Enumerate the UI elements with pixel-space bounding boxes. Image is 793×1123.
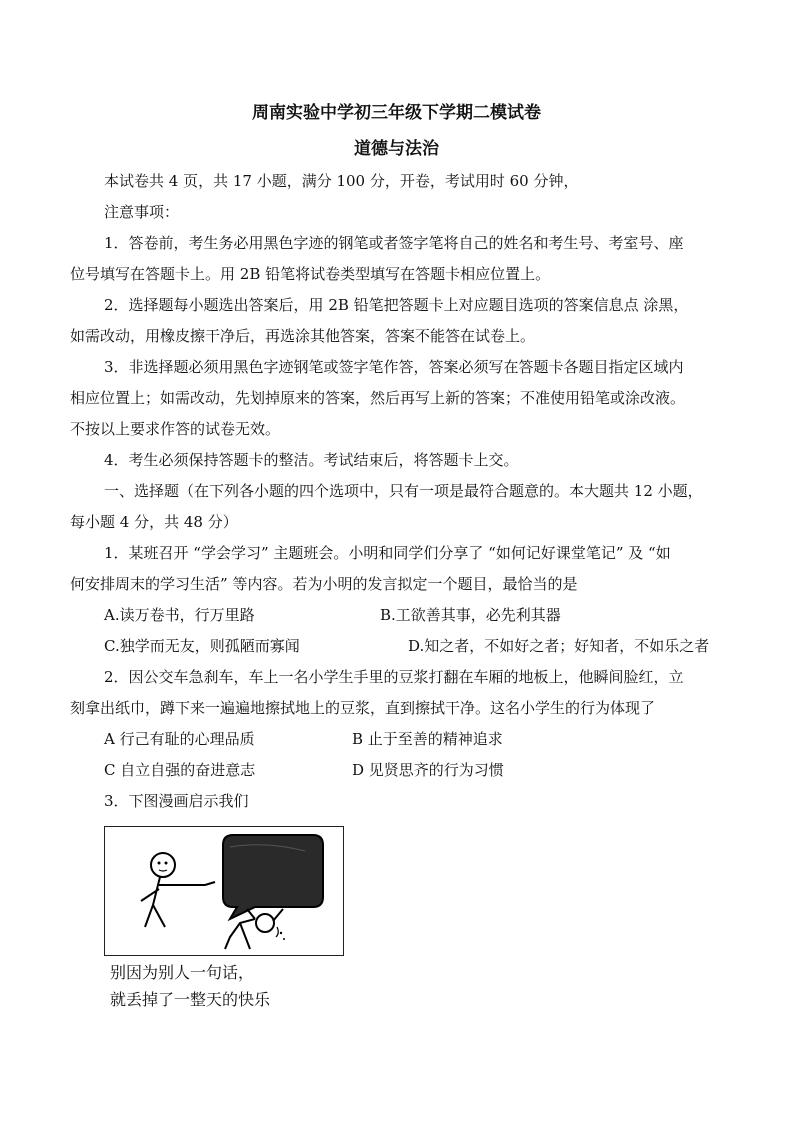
question-1-stem: 1．某班召开 “学会学习” 主题班会。小明和同学们分享了 “如何记好课堂笔记” 及 “如	[104, 544, 671, 562]
question-2-stem: 2．因公交车急刹车，车上一名小学生手里的豆浆打翻在车厢的地板上，他瞬间脸红，立	[104, 668, 684, 686]
exam-subject: 道德与法治	[354, 139, 439, 159]
section-heading-cont: 每小题 4 分，共 48 分）	[70, 513, 238, 531]
q2-option-c: C 自立自强的奋进意志	[104, 761, 256, 779]
cartoon-drawing	[105, 827, 342, 954]
q2-option-d: D 见贤思齐的行为习惯	[352, 761, 504, 779]
question-2-stem-cont: 刻拿出纸巾，蹲下来一遍遍地擦拭地上的豆浆，直到擦拭干净。这名小学生的行为体现了	[70, 699, 656, 717]
exam-title: 周南实验中学初三年级下学期二模试卷	[252, 103, 541, 123]
q1-option-b: B.工欲善其事，必先利其器	[380, 606, 561, 624]
notice-heading: 注意事项：	[104, 203, 180, 221]
section-heading: 一、选择题（在下列各小题的四个选项中，只有一项是最符合题意的。本大题共 12 小题，	[104, 482, 703, 500]
q1-option-d: D.知之者，不如好之者；好知者，不如乐之者	[408, 637, 710, 655]
q1-option-a: A.读万卷书，行万里路	[104, 606, 255, 624]
q2-option-b: B 止于至善的精神追求	[352, 730, 503, 748]
cartoon-image	[104, 826, 344, 956]
exam-info: 本试卷共 4 页，共 17 小题，满分 100 分，开卷，考试用时 60 分钟，	[104, 172, 579, 190]
notice-line: 位号填写在答题卡上。用 2B 铅笔将试卷类型填写在答题卡相应位置上。	[70, 265, 551, 283]
cartoon-caption-line2: 就丢掉了一整天的快乐	[110, 990, 271, 1009]
cartoon-caption-line1: 别因为别人一句话，	[110, 963, 255, 982]
notice-line: 相应位置上；如需改动，先划掉原来的答案，然后再写上新的答案；不准使用铅笔或涂改液。	[70, 389, 686, 407]
notice-line: 如需改动，用橡皮擦干净后，再选涂其他答案，答案不能答在试卷上。	[70, 327, 536, 345]
notice-line: 2．选择题每小题选出答案后，用 2B 铅笔把答题卡上对应题目选项的答案信息点 涂黑，	[104, 296, 689, 314]
notice-line: 1．答卷前，考生务必用黑色字迹的钢笔或者签字笔将自己的姓名和考生号、考室号、座	[104, 234, 684, 252]
notice-line: 4．考生必须保持答题卡的整洁。考试结束后，将答题卡上交。	[104, 451, 519, 469]
question-1-stem-cont: 何安排周末的学习生活” 等内容。若为小明的发言拟定一个题目，最恰当的是	[70, 575, 578, 593]
q1-option-c: C.独学而无友，则孤陋而寡闻	[104, 637, 300, 655]
notice-line: 不按以上要求作答的试卷无效。	[70, 420, 281, 438]
question-3-stem: 3．下图漫画启示我们	[104, 792, 249, 810]
q2-option-a: A 行己有耻的心理品质	[104, 730, 255, 748]
notice-line: 3．非选择题必须用黑色字迹钢笔或签字笔作答，答案必须写在答题卡各题目指定区域内	[104, 358, 684, 376]
